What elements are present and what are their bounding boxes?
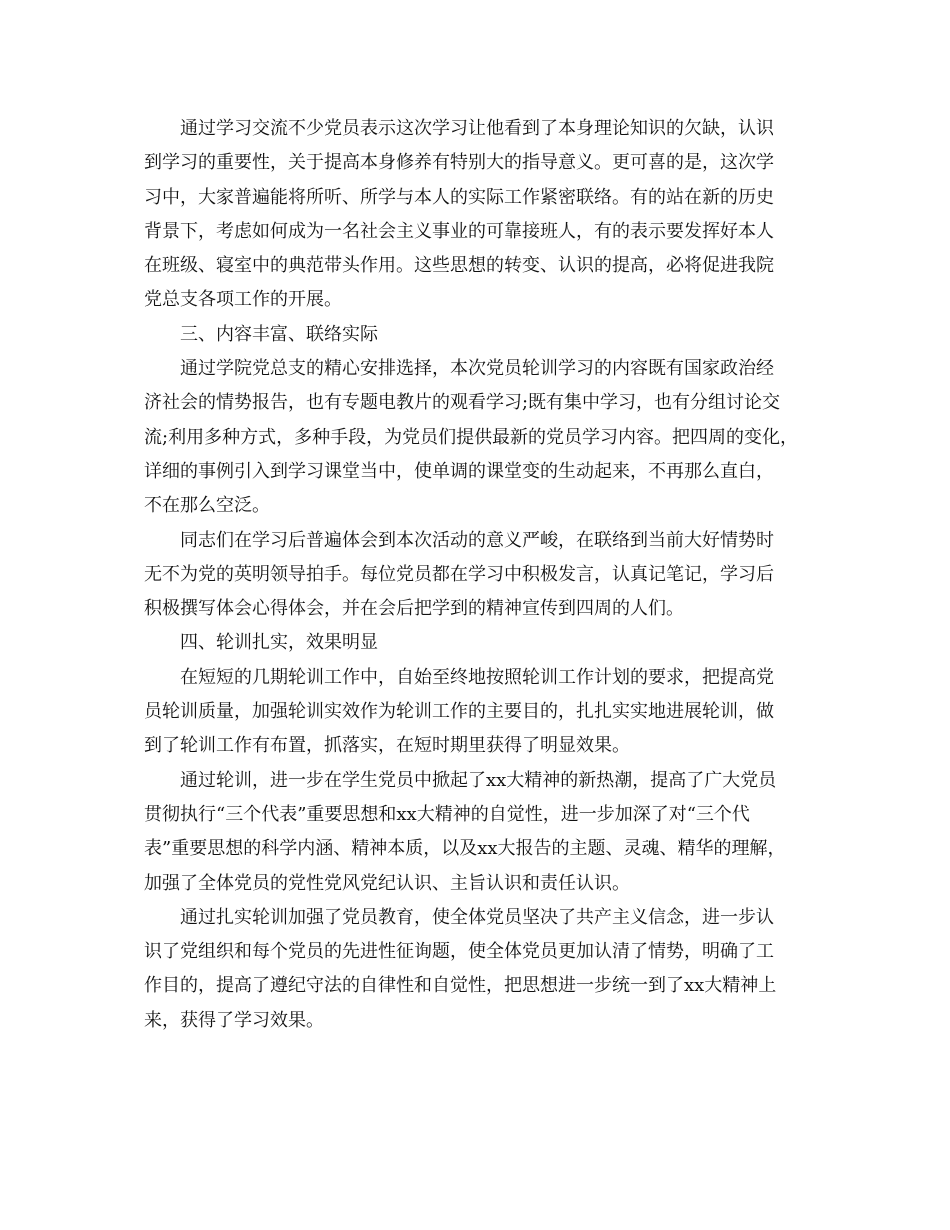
section-heading: 四、轮训扎实，效果明显 [180, 632, 378, 654]
text-line: 习中，大家普遍能将所听、所学与本人的实际工作紧密联络。有的站在新的历史 [144, 186, 774, 208]
text-line: 详细的事例引入到学习课堂当中，使单调的课堂变的生动起来，不再那么直白， [144, 460, 774, 482]
text-line: 表”重要思想的科学内涵、精神本质，以及xx大报告的主题、灵魂、精华的理解， [144, 838, 786, 860]
text-line: 流;利用多种方式，多种手段，为党员们提供最新的党员学习内容。把四周的变化， [144, 426, 799, 448]
text-line: 在班级、寝室中的典范带头作用。这些思想的转变、认识的提高，必将促进我院 [144, 255, 774, 277]
text-line: 作目的，提高了遵纪守法的自律性和自觉性，把思想进一步统一到了xx大精神上 [144, 975, 777, 997]
text-line: 党总支各项工作的开展。 [144, 289, 342, 311]
text-line: 通过轮训，进一步在学生党员中掀起了xx大精神的新热潮，提高了广大党员 [180, 769, 777, 791]
text-line: 无不为党的英明领导拍手。每位党员都在学习中积极发言，认真记笔记，学习后 [144, 563, 774, 585]
text-line: 贯彻执行“三个代表”重要思想和xx大精神的自觉性，进一步加深了对“三个代 [144, 803, 750, 825]
paragraph-training-work [144, 661, 814, 764]
section-heading: 三、内容丰富、联络实际 [180, 323, 378, 345]
text-line: 到了轮训工作有布置，抓落实，在短时期里获得了明显效果。 [144, 735, 630, 757]
text-line: 背景下，考虑如何成为一名社会主义事业的可靠接班人，有的表示要发挥好本人 [144, 220, 774, 242]
text-line: 通过扎实轮训加强了党员教育，使全体党员坚决了共产主义信念，进一步认 [180, 906, 774, 928]
paragraph-study-exchange [144, 112, 814, 318]
paragraph-comrades-experience [144, 524, 814, 627]
text-line: 通过学院党总支的精心安排选择，本次党员轮训学习的内容既有国家政治经 [180, 358, 774, 380]
text-line: 加强了全体党员的党性党风党纪认识、主旨认识和责任认识。 [144, 872, 630, 894]
section-heading-three [144, 318, 814, 352]
section-heading-four [144, 626, 814, 660]
text-line: 通过学习交流不少党员表示这次学习让他看到了本身理论知识的欠缺，认识 [180, 118, 774, 139]
text-line: 在短短的几期轮训工作中，自始至终地按照轮训工作计划的要求，把提高党 [180, 666, 774, 688]
text-line: 济社会的情势报告，也有专题电教片的观看学习;既有集中学习，也有分组讨论交 [144, 392, 781, 414]
paragraph-training-results [144, 764, 814, 901]
text-line: 员轮训质量，加强轮训实效作为轮训工作的主要目的，扎扎实实地进展轮训，做 [144, 701, 774, 723]
text-line: 同志们在学习后普遍体会到本次活动的意义严峻，在联络到当前大好情势时 [180, 529, 774, 551]
text-line: 识了党组织和每个党员的先进性征询题，使全体党员更加认清了情势，明确了工 [144, 941, 774, 963]
text-line: 到学习的重要性，关于提高本身修养有特别大的指导意义。更可喜的是，这次学 [144, 152, 774, 174]
text-line: 来，获得了学习效果。 [144, 1009, 324, 1031]
paragraph-party-education [144, 901, 814, 1038]
text-line: 积极撰写体会心得体会，并在会后把学到的精神宣传到四周的人们。 [144, 598, 684, 620]
text-line: 不在那么空泛。 [144, 495, 270, 517]
paragraph-content-arrangement [144, 352, 814, 523]
document-body [144, 112, 814, 1038]
